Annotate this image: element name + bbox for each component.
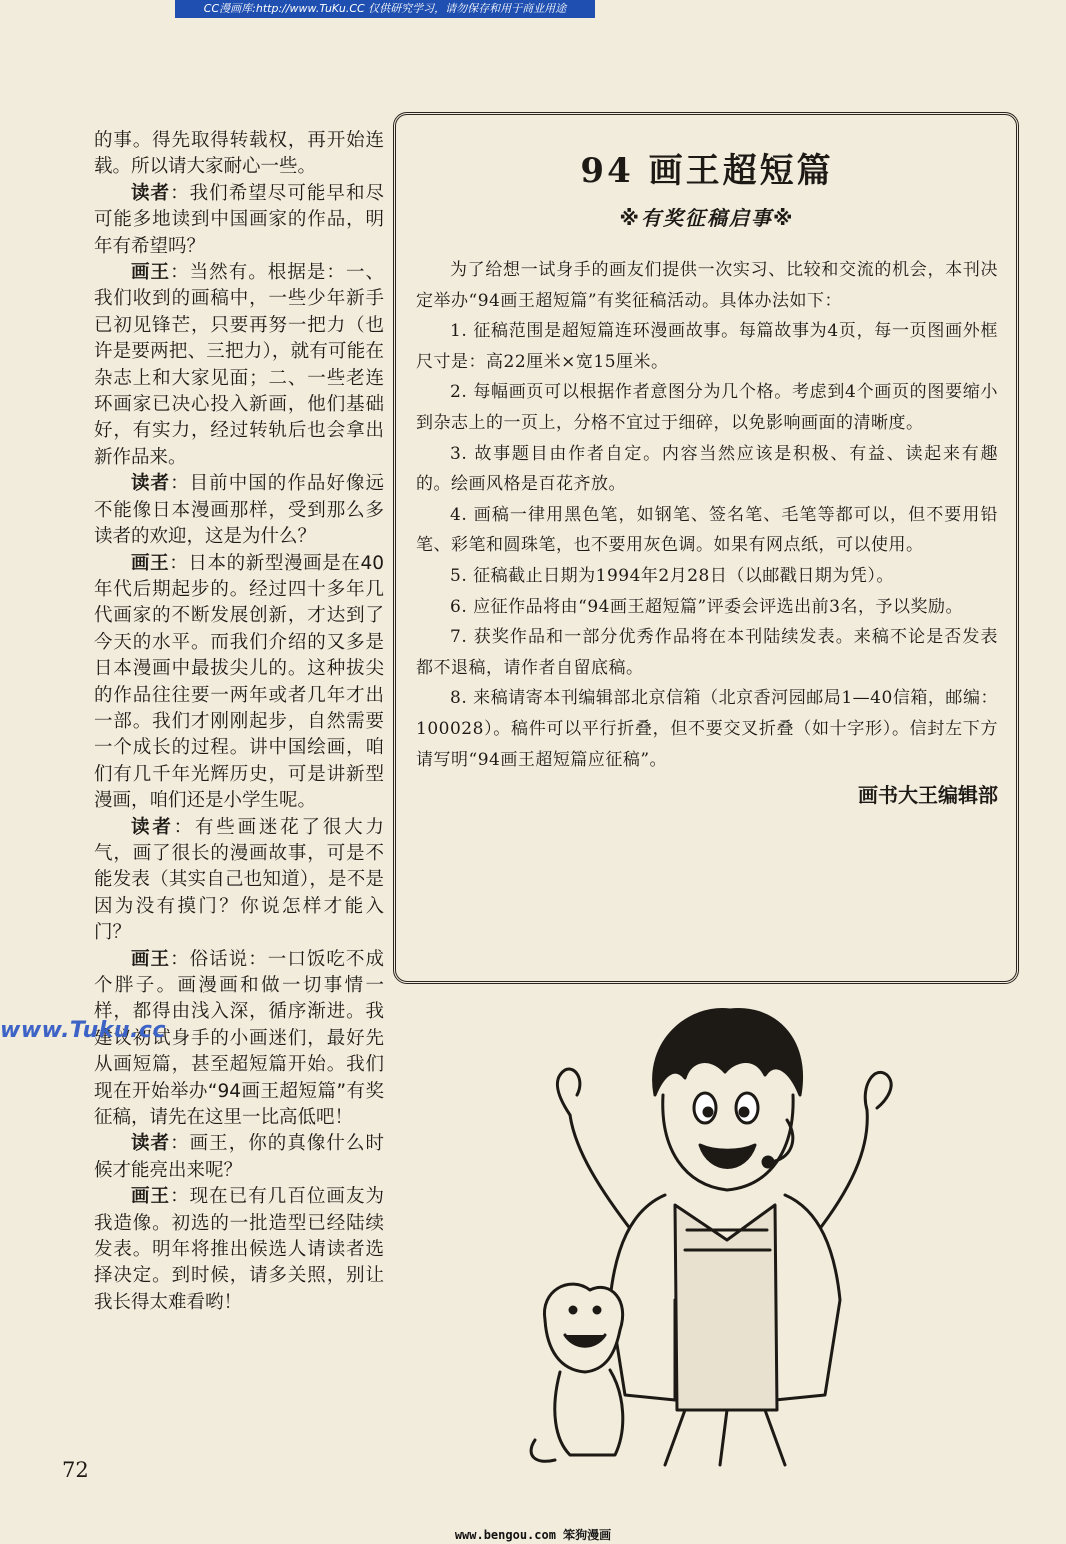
notice-title: 94 画王超短篇 bbox=[580, 151, 834, 191]
speaker-label: 读者 bbox=[131, 473, 171, 495]
speaker-label: 读者 bbox=[131, 816, 174, 838]
contest-notice-box bbox=[393, 112, 1019, 984]
notice-subtitle: ※有奖征稿启事※ bbox=[619, 206, 795, 230]
interview-paragraph: 画王：现在已有几百位画友为我造像。初选的一批造型已经陆续发表。明年将推出候选人请读者选择决定。到时候，请多关照，别让我长得太难看哟！ bbox=[94, 1186, 384, 1313]
page-number: 72 bbox=[62, 1458, 89, 1482]
speaker-label: 画王 bbox=[131, 1186, 171, 1208]
notice-rule: 8. 来稿请寄本刊编辑部北京信箱（北京香河园邮局1—40信箱，邮编：100028）。稿件可以平行折叠，但不要交叉折叠（如十字形）。信封左下方请写明“94画王超短篇应征稿”。 bbox=[416, 688, 998, 770]
speaker-label: 画王 bbox=[131, 948, 171, 970]
notice-rule: 3. 故事题目由作者自定。内容当然应该是积极、有益、读起来有趣的。绘画风格是百花齐放。 bbox=[416, 443, 998, 495]
interview-paragraph: 画王：俗话说：一口饭吃不成个胖子。画漫画和做一切事情一样，都得由浅入深，循序渐进。我建议初试身手的小画迷们，最好先从画短篇，甚至超短篇开始。我们现在开始举办“94画王超短篇”有奖征稿，请先在这里一比高低吧！ bbox=[94, 948, 384, 1129]
notice-body bbox=[416, 255, 998, 775]
interview-paragraph: 读者：目前中国的作品好像远不能像日本漫画那样，受到那么多读者的欢迎，这是为什么？ bbox=[94, 473, 384, 548]
interview-column bbox=[94, 128, 384, 1316]
interview-paragraph: 读者：画王，你的真像什么时候才能亮出来呢？ bbox=[94, 1133, 384, 1181]
speaker-label: 画王 bbox=[131, 552, 170, 574]
interview-paragraph: 画王：当然有。根据是：一、我们收到的画稿中，一些少年新手已初见锋芒，只要再努一把力（也许是要两把、三把力），就有可能在杂志上和大家见面；二、一些老连环画家已决心投入新画，他们基础好，有实力，经过转轨后也会拿出新作品来。 bbox=[94, 262, 384, 468]
speaker-label: 读者 bbox=[131, 182, 171, 204]
speaker-label: 画王 bbox=[131, 262, 171, 284]
interview-paragraph: 的事。得先取得转载权，再开始连载。所以请大家耐心一些。 bbox=[94, 130, 384, 178]
cartoon-illustration bbox=[515, 1000, 935, 1470]
interview-paragraph: 画王：日本的新型漫画是在40年代后期起步的。经过四十多年几代画家的不断发展创新，才达到了今天的水平。而我们介绍的又多是日本漫画中最拔尖儿的。这种拔尖的作品往往要一两年或者几年才出一部。我们才刚刚起步，自然需要一个成长的过程。讲中国绘画，咱们有几千年光辉历史，可是讲新型漫画，咱们还是小学生呢。 bbox=[94, 552, 384, 812]
interview-paragraph: 读者：有些画迷花了很大力气，画了很长的漫画故事，可是不能发表（其实自己也知道），是不是因为没有摸门？你说怎样才能入门？ bbox=[94, 816, 384, 944]
speaker-label: 读者 bbox=[131, 1133, 171, 1155]
notice-rule: 6. 应征作品将由“94画王超短篇”评委会评选出前3名，予以奖励。 bbox=[450, 596, 963, 617]
top-banner: CC漫画库:http://www.TuKu.CC 仅供研究学习，请勿保存和用于商业用途 bbox=[175, 0, 595, 18]
notice-rule: 2. 每幅画页可以根据作者意图分为几个格。考虑到4个画页的图要缩小到杂志上的一页上，分格不宜过于细碎，以免影响画面的清晰度。 bbox=[416, 382, 998, 433]
notice-rule: 7. 获奖作品和一部分优秀作品将在本刊陆续发表。来稿不论是否发表都不退稿，请作者自留底稿。 bbox=[416, 627, 998, 678]
interview-paragraph: 读者：我们希望尽可能早和尽可能多地读到中国画家的作品，明年有希望吗？ bbox=[94, 182, 384, 257]
footer-credit: www.bengou.com 笨狗漫画 bbox=[454, 1528, 612, 1542]
notice-rule: 5. 征稿截止日期为1994年2月28日（以邮戳日期为凭）。 bbox=[450, 565, 894, 586]
notice-rule: 4. 画稿一律用黑色笔，如钢笔、签名笔、毛笔等都可以，但不要用铅笔、彩笔和圆珠笔，也不要用灰色调。如果有网点纸，可以使用。 bbox=[416, 504, 998, 556]
notice-rule: 1. 征稿范围是超短篇连环漫画故事。每篇故事为4页，每一页图画外框尺寸是：高22厘米×宽15厘米。 bbox=[416, 321, 998, 372]
notice-intro: 为了给想一试身手的画友们提供一次实习、比较和交流的机会，本刊决定举办“94画王超短篇”有奖征稿活动。具体办法如下： bbox=[416, 260, 998, 311]
notice-signature: 画书大王编辑部 bbox=[858, 783, 998, 808]
site-watermark: www.Tuku.cc bbox=[0, 1018, 166, 1043]
